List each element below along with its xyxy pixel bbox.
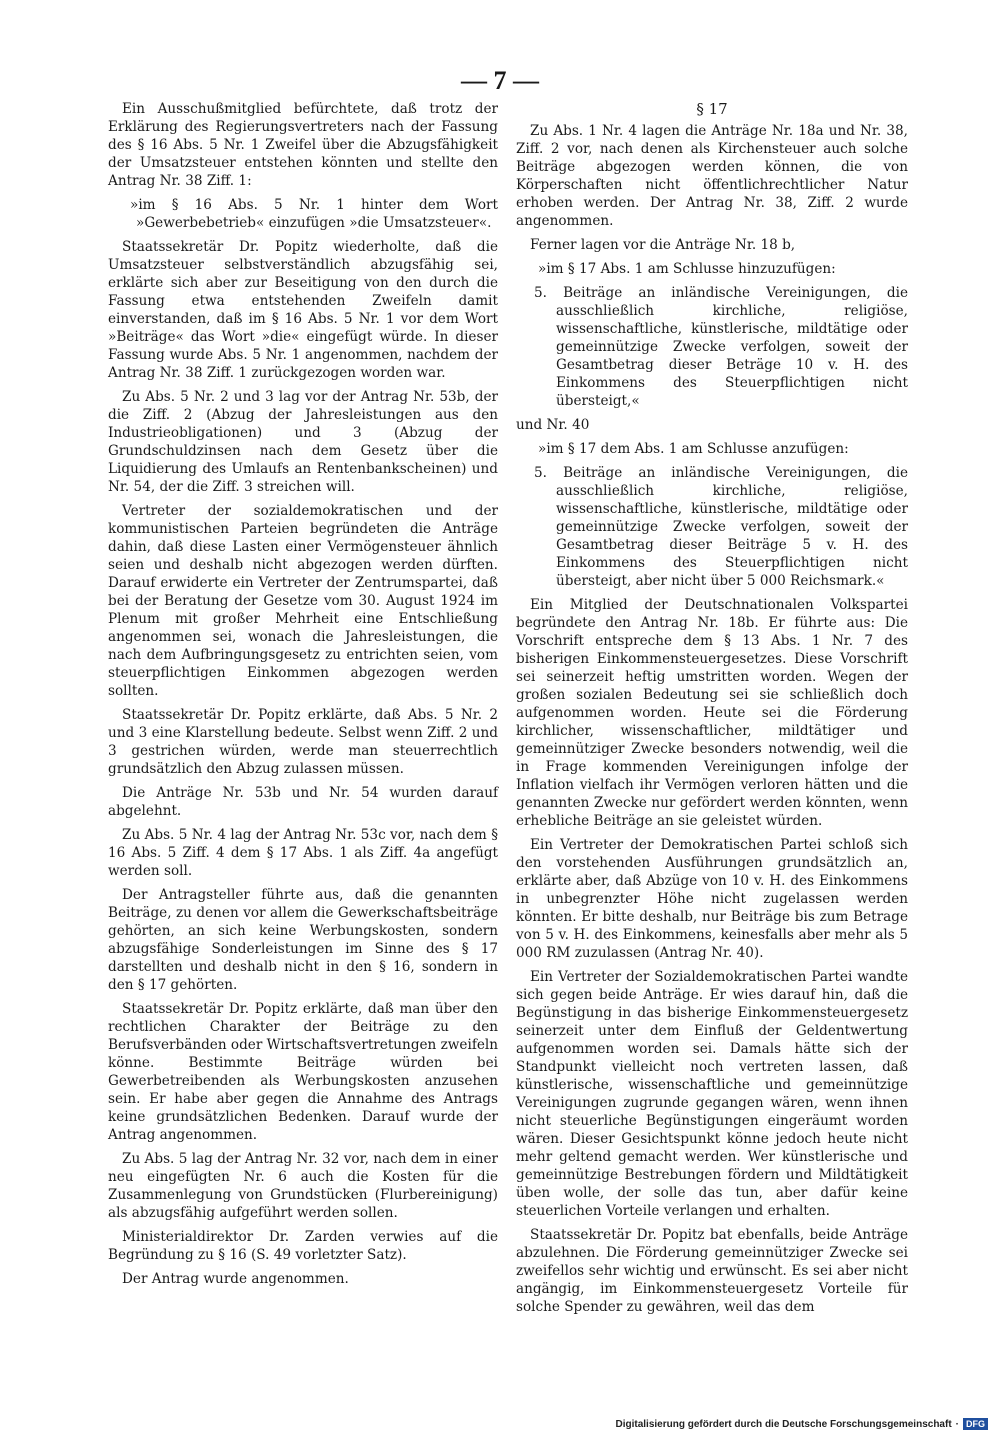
paragraph: »im § 17 dem Abs. 1 am Schlusse anzufügen: [538,441,849,457]
paragraph: Ein Vertreter der Demokratischen Partei schloß sich den vorstehenden Ausführungen grundsätzlich an, erklärte aber, daß Abzüge von 10 v. H. des Einkommens in unbegrenzter Höhe nicht zugelassen werden könnten. Er bitte deshalb, nur Beiträge bis zum Betrage von 5 v. H. des Einkommens, keinesfalls aber mehr als 5 000 RM zuzulassen (Antrag Nr. 40). [516,837,908,961]
paragraph: Zu Abs. 5 Nr. 4 lag der Antrag Nr. 53c vor, nach dem § 16 Abs. 5 Ziff. 4 dem § 17 Abs. 1 als Ziff. 4a angefügt werden soll. [108,827,498,879]
paragraph: Ministerialdirektor Dr. Zarden verwies auf die Begründung zu § 16 (S. 49 vorletzter Satz). [108,1229,498,1263]
section-heading: § 17 [696,100,728,118]
paragraph: Ein Mitglied der Deutschnationalen Volkspartei begründete den Antrag Nr. 18b. Er führte aus: Die Vorschrift entspreche dem § 13 Abs. 1 Nr. 7 des bisherigen Einkommensteuergesetzes. Diese Vorschrift sei seinerzeit heftig umstritten worden. Wegen der großen sozialen Bedeutung sei sie schließlich doch aufgenommen worden. Heute sei die Förderung kirchlicher, wissenschaftlicher, mildtätiger und gemeinnütziger Zwecke besonders notwendig, weil die in Frage kommenden Vereinigungen infolge der Inflation vielfach ihr Vermögen verloren hätten und die genannten Zwecke nur gefördert werden könnten, wenn erhebliche Beiträge an sie geleistet würden. [516,597,908,829]
paragraph: Der Antrag wurde angenommen. [122,1271,349,1287]
paragraph: Staatssekretär Dr. Popitz wiederholte, daß die Umsatzsteuer selbstverständlich abzugsfähig sei, erklärte sich aber zur Beseitigung von den durch die Fassung etwa entstehenden Zweifeln damit einverstanden, daß im § 16 Abs. 5 Nr. 1 vor dem Wort »Beiträge« das Wort »die« eingefügt würde. In dieser Fassung wurde Abs. 5 Nr. 1 angenommen, nachdem der Antrag Nr. 38 Ziff. 1 zurückgezogen worden war. [108,239,498,381]
paragraph: Der Antragsteller führte aus, daß die genannten Beiträge, zu denen vor allem die Gewerkschaftsbeiträge gehörten, an sich keine Werbungskosten, sondern abzugsfähige Sonderleistungen im Sinne des § 17 darstellten und deshalb nicht in den § 16, sondern in den § 17 gehörten. [108,887,498,993]
page-number: — 7 — [461,66,539,95]
footer-separator: · [955,1418,959,1430]
paragraph: Die Anträge Nr. 53b und Nr. 54 wurden darauf abgelehnt. [108,785,498,819]
paragraph: Zu Abs. 5 Nr. 2 und 3 lag vor der Antrag Nr. 53b, der die Ziff. 2 (Abzug der Jahresleistungen aus den Industrieobligationen) und 3 (Abzug der Grundschuldzinsen nach dem Gesetz über die Liquidierung des Umlaufs an Rentenbankscheinen) und Nr. 54, der die Ziff. 3 streichen will. [108,389,498,495]
paragraph: Staatssekretär Dr. Popitz erklärte, daß man über den rechtlichen Charakter der Beiträge zu den Berufsverbänden oder Wirtschaftsvertretungen zweifeln könne. Bestimmte Beiträge würden bei Gewerbetreibenden als Werbungskosten anzusehen sein. Er habe aber gegen die Annahme des Antrags keine grundsätzlichen Bedenken. Darauf wurde der Antrag angenommen. [108,1001,499,1143]
paragraph: Vertreter der sozialdemokratischen und der kommunistischen Parteien begründeten die Anträge dahin, daß diese Lasten einer Vermögensteuer ähnlich seien und deshalb nicht abgezogen werden dürften. Darauf erwiderte ein Vertreter der Zentrumspartei, daß bei der Beratung der Gesetze vom 30. August 1924 im Plenum mit großer Mehrheit eine Entschließung angenommen sei, wonach die Jahresleistungen, die nach dem Aufbringungsgesetz zu entrichten seien, vom steuerpflichtigen Einkommen abgezogen werden sollten. [108,503,498,699]
right-column [516,100,908,1322]
dfg-logo-icon: DFG [963,1418,988,1430]
paragraph: Staatssekretär Dr. Popitz erklärte, daß Abs. 5 Nr. 2 und 3 eine Klarstellung bedeute. Selbst wenn Ziff. 2 und 3 gestrichen würden, werde man steuerrechtlich grundsätzlich den Abzug zulassen müssen. [108,707,498,777]
footer [615,1418,988,1430]
paragraph: 5. Beiträge an inländische Vereinigungen, die ausschließlich kirchliche, religiöse, wissenschaftliche, künstlerische, mildtätige oder gemeinnützige Zwecke verfolgen, soweit der Gesamtbetrag dieser Beiträge 5 v. H. des Einkommens des Steuerpflichtigen nicht übersteigt, aber nicht über 5 000 Reichsmark.« [534,465,908,589]
paragraph: Ein Vertreter der Sozialdemokratischen Partei wandte sich gegen beide Anträge. Er wies darauf hin, daß die Begünstigung in das bisherige Einkommensteuergesetz seinerzeit unter dem Einfluß der Geldentwertung aufgenommen worden sei. Damals hätte sich der Standpunkt vielleicht noch vertreten lassen, daß künstlerische, wissenschaftliche und gemeinnützige Vereinigungen zugrunde gegangen wären, wenn ihnen nicht steuerliche Begünstigungen eingeräumt worden wären. Dieser Gesichtspunkt könne jedoch heute nicht mehr geltend gemacht werden. Wer künstlerische und gemeinnützige Bestrebungen fördern und Mildtätigkeit üben wolle, der solle das tun, aber dafür keine steuerlichen Vorteile verlangen und erhalten. [516,969,908,1219]
paragraph: »im § 17 Abs. 1 am Schlusse hinzuzufügen: [538,261,836,277]
paragraph: »im § 16 Abs. 5 Nr. 1 hinter dem Wort »Gewerbebetrieb« einzufügen »die Umsatzsteuer«. [130,197,498,231]
paragraph: Staatssekretär Dr. Popitz bat ebenfalls, beide Anträge abzulehnen. Die Förderung gemeinnütziger Zwecke sei zweifellos sehr wichtig und erwünscht. Es sei aber nicht angängig, im Einkommensteuergesetz Vorteile für solche Spender zu gewähren, weil das dem [516,1227,908,1315]
paragraph: Ein Ausschußmitglied befürchtete, daß trotz der Erklärung des Regierungsvertreters nach der Fassung des § 16 Abs. 5 Nr. 1 Zweifel über die Abzugsfähigkeit der Umsatzsteuer entstehen könnten und stellte den Antrag Nr. 38 Ziff. 1: [108,101,498,189]
left-column [108,100,498,1294]
paragraph: und Nr. 40 [516,417,590,433]
paragraph: Ferner lagen vor die Anträge Nr. 18 b, [530,237,796,253]
footer-text: Digitalisierung gefördert durch die Deutsche Forschungsgemeinschaft [615,1418,952,1430]
paragraph: Zu Abs. 1 Nr. 4 lagen die Anträge Nr. 18a und Nr. 38, Ziff. 2 vor, nach denen als Kirchensteuer auch solche Beiträge abgezogen werden können, die von Körperschaften nicht öffentlichrechtlicher Natur erhoben werden. Der Antrag Nr. 38, Ziff. 2 wurde angenommen. [516,123,908,229]
paragraph: 5. Beiträge an inländische Vereinigungen, die ausschließlich kirchliche, religiöse, wissenschaftliche, künstlerische, mildtätige oder gemeinnützige Zwecke verfolgen, soweit der Gesamtbetrag dieser Beträge 10 v. H. des Einkommens des Steuerpflichtigen nicht übersteigt,« [534,285,908,409]
paragraph: Zu Abs. 5 lag der Antrag Nr. 32 vor, nach dem in einer neu eingefügten Nr. 6 auch die Kosten für die Zusammenlegung von Grundstücken (Flurbereinigung) als abzugsfähig aufgeführt werden sollen. [108,1151,498,1221]
